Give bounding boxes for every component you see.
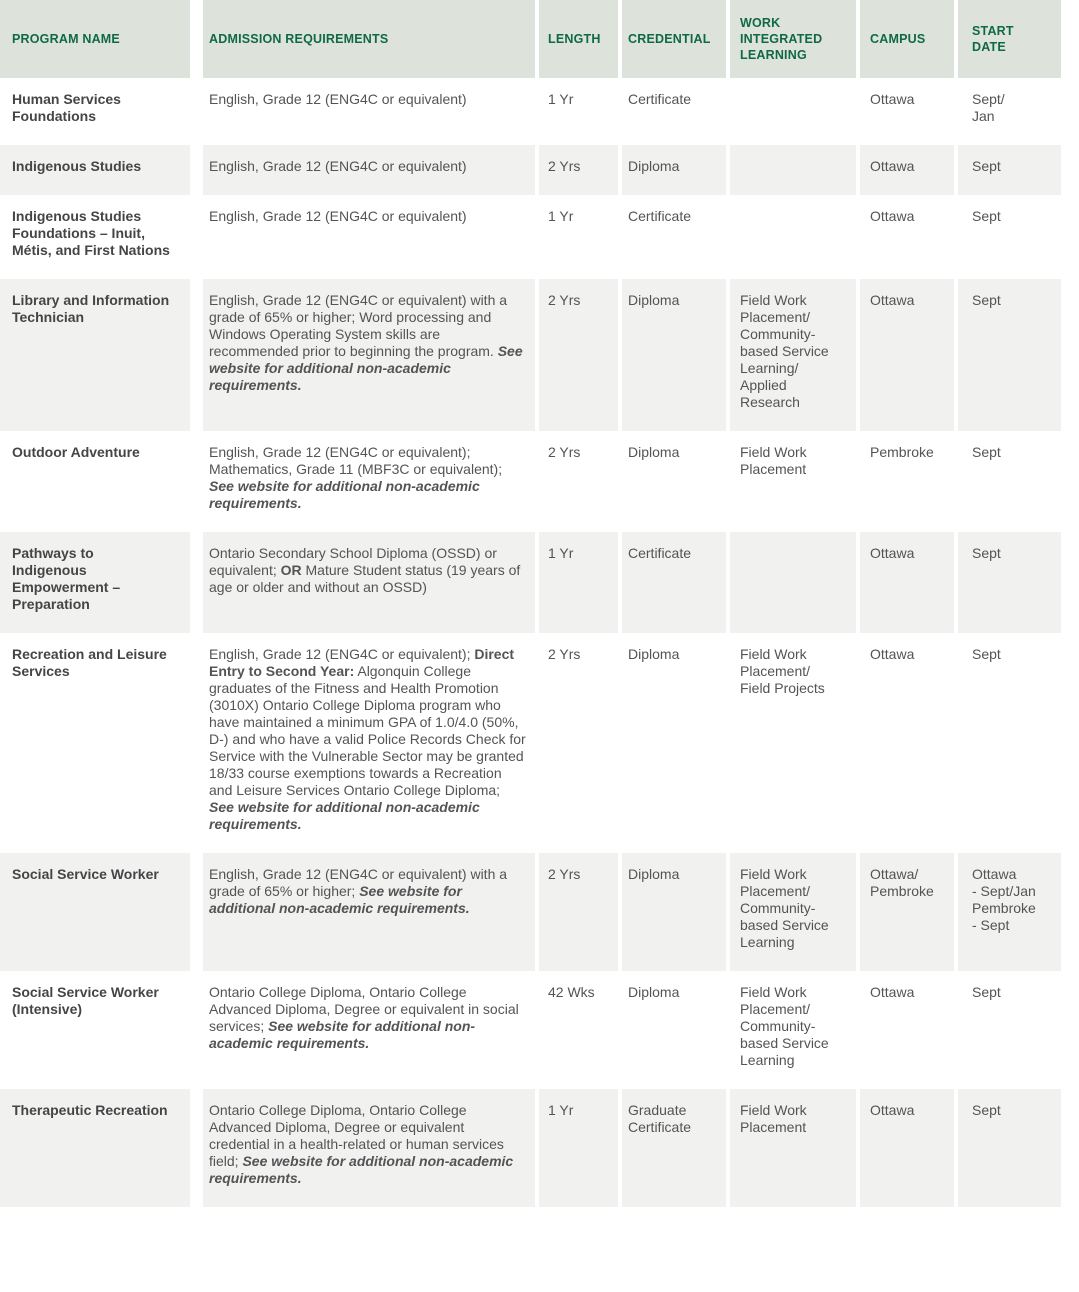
cell-admission-requirements — [203, 195, 539, 279]
admission-emphasis-text: See website for additional non-academic requirements. — [209, 1153, 514, 1186]
cell-campus: Ottawa — [860, 279, 958, 431]
cell-credential: Certificate — [622, 78, 730, 145]
cell-length: 1 Yr — [539, 532, 622, 633]
cell-campus: Ottawa — [860, 78, 958, 145]
table-row — [0, 279, 1062, 431]
cell-admission-requirements — [203, 78, 539, 145]
cell-admission-requirements — [203, 145, 539, 195]
table-row — [0, 971, 1062, 1089]
cell-credential: Graduate Certificate — [622, 1089, 730, 1207]
cell-admission-requirements — [203, 633, 539, 853]
cell-credential: Diploma — [622, 145, 730, 195]
cell-work-integrated-learning: Field Work Placement/ Community- based Service Learning — [730, 971, 860, 1089]
cell-campus: Ottawa/ Pembroke — [860, 853, 958, 971]
cell-program-name: Therapeutic Recreation — [0, 1089, 203, 1207]
admission-emphasis-text: Direct Entry to Second Year: — [209, 646, 515, 679]
table-row — [0, 145, 1062, 195]
cell-work-integrated-learning: Field Work Placement/ Field Projects — [730, 633, 860, 853]
cell-campus: Ottawa — [860, 1089, 958, 1207]
admission-text: English, Grade 12 (ENG4C or equivalent); Mathematics, Grade 11 (MBF3C or equivalent); — [209, 444, 503, 477]
cell-program-name: Human Services Foundations — [0, 78, 203, 145]
cell-credential: Diploma — [622, 971, 730, 1089]
admission-emphasis-text: OR — [280, 562, 302, 578]
cell-start-date: Sept — [972, 208, 1001, 224]
cell-work-integrated-learning — [730, 78, 860, 145]
cell-admission-requirements — [203, 971, 539, 1089]
admission-text: English, Grade 12 (ENG4C or equivalent) with a grade of 65% or higher; Word processing and Windows Operating System skills are recommended prior to beginning the program. — [209, 292, 508, 359]
cell-start-date: Ottawa - Sept/Jan Pembroke - Sept — [958, 853, 1061, 971]
cell-campus: Ottawa — [860, 532, 958, 633]
cell-credential: Diploma — [622, 279, 730, 431]
cell-program-name: Outdoor Adventure — [0, 431, 203, 532]
cell-work-integrated-learning: Field Work Placement/ Community- based Service Learning/ Applied Research — [730, 279, 860, 431]
cell-campus: Ottawa — [860, 971, 958, 1089]
table-row — [0, 532, 1062, 633]
admission-emphasis-text: See website for additional non-academic requirements. — [209, 478, 480, 511]
admission-text: Ontario College Diploma, Ontario College Advanced Diploma, Degree or equivalent credential in a health-related or human services field; — [209, 1102, 504, 1169]
admission-emphasis-text: See website for additional non-academic requirements. — [209, 1018, 476, 1051]
admission-text: English, Grade 12 (ENG4C or equivalent) with a grade of 65% or higher; — [209, 866, 508, 899]
table-row — [0, 78, 1062, 145]
cell-work-integrated-learning — [730, 145, 860, 195]
cell-program-name: Indigenous Studies Foundations – Inuit, Métis, and First Nations — [0, 195, 203, 279]
admission-text: English, Grade 12 (ENG4C or equivalent) — [209, 208, 467, 224]
cell-start-date: Sept — [958, 145, 1061, 195]
admission-text: English, Grade 12 (ENG4C or equivalent) — [209, 158, 467, 174]
admission-text: Ontario Secondary School Diploma (OSSD) or equivalent; — [209, 545, 497, 578]
cell-admission-requirements — [203, 1089, 539, 1207]
table-header-row — [0, 0, 1062, 78]
cell-work-integrated-learning: Field Work Placement — [730, 431, 860, 532]
header-cell-program-name: PROGRAM NAME — [0, 0, 203, 78]
cell-start-date: Sept — [958, 532, 1061, 633]
cell-credential: Diploma — [622, 431, 730, 532]
header-cell-start-date: START DATE — [958, 0, 1061, 78]
table-row — [0, 1089, 1062, 1207]
admission-emphasis-text: See website for additional non-academic requirements. — [209, 799, 480, 832]
header-cell-length: LENGTH — [539, 0, 622, 78]
cell-program-name: Social Service Worker — [0, 853, 203, 971]
cell-program-name: Recreation and Leisure Services — [0, 633, 203, 853]
table-row — [0, 853, 1062, 971]
cell-program-name: Library and Information Technician — [0, 279, 203, 431]
cell-length: 1 Yr — [539, 78, 622, 145]
admission-text: Mature Student status (19 years of age or older and without an OSSD) — [209, 562, 521, 595]
cell-length: 42 Wks — [539, 971, 622, 1089]
cell-credential: Diploma — [622, 633, 730, 853]
cell-length: 1 Yr — [539, 195, 622, 279]
cell-campus: Ottawa — [860, 633, 958, 853]
cell-admission-requirements — [203, 853, 539, 971]
cell-start-date: Sept — [958, 1089, 1061, 1207]
cell-work-integrated-learning: Field Work Placement/ Community- based Service Learning — [730, 853, 860, 971]
table-row — [0, 195, 1062, 279]
cell-length: 2 Yrs — [539, 145, 622, 195]
cell-start-date: Sept — [972, 646, 1001, 662]
cell-length: 2 Yrs — [539, 853, 622, 971]
cell-admission-requirements — [203, 431, 539, 532]
table-row — [0, 431, 1062, 532]
admission-text: English, Grade 12 (ENG4C or equivalent) — [209, 91, 467, 107]
cell-program-name: Indigenous Studies — [0, 145, 203, 195]
cell-start-date: Sept — [972, 444, 1001, 460]
cell-credential: Certificate — [622, 195, 730, 279]
cell-length: 2 Yrs — [539, 431, 622, 532]
cell-admission-requirements — [203, 532, 539, 633]
cell-campus: Ottawa — [860, 195, 958, 279]
cell-start-date: Sept — [958, 279, 1061, 431]
header-cell-admission-requirements: ADMISSION REQUIREMENTS — [203, 0, 539, 78]
cell-work-integrated-learning — [730, 195, 860, 279]
table-body — [0, 78, 1062, 1207]
admission-emphasis-text: See website for additional non-academic requirements. — [209, 343, 523, 393]
header-cell-work-integrated-learning: WORK INTEGRATED LEARNING — [730, 0, 860, 78]
cell-campus: Pembroke — [860, 431, 958, 532]
admission-text: Ontario College Diploma, Ontario College Advanced Diploma, Degree or equivalent in social services; — [209, 984, 519, 1034]
header-cell-credential: CREDENTIAL — [622, 0, 730, 78]
cell-credential: Diploma — [622, 853, 730, 971]
cell-admission-requirements — [203, 279, 539, 431]
cell-length: 2 Yrs — [539, 279, 622, 431]
cell-program-name: Social Service Worker (Intensive) — [0, 971, 203, 1089]
cell-length: 2 Yrs — [539, 633, 622, 853]
admission-text: English, Grade 12 (ENG4C or equivalent); — [209, 646, 475, 662]
cell-work-integrated-learning: Field Work Placement — [730, 1089, 860, 1207]
header-cell-campus: CAMPUS — [860, 0, 958, 78]
cell-work-integrated-learning — [730, 532, 860, 633]
table-row — [0, 633, 1062, 853]
cell-program-name: Pathways to Indigenous Empowerment – Preparation — [0, 532, 203, 633]
cell-start-date: Sept — [972, 984, 1001, 1000]
cell-campus: Ottawa — [860, 145, 958, 195]
cell-start-date: Sept/ Jan — [972, 91, 1005, 124]
admission-emphasis-text: See website for additional non-academic requirements. — [209, 883, 470, 916]
admission-text: Algonquin College graduates of the Fitness and Health Promotion (3010X) Ontario College Diploma program who have maintained a minimum GPA of 1.0/4.0 (50%, D-) and who have a valid Police Records Check for Service with the Vulnerable Sector may be granted 18/33 course exemptions towards a Recreation and Leisure Services Ontario College Diploma; — [209, 663, 526, 798]
cell-length: 1 Yr — [539, 1089, 622, 1207]
cell-credential: Certificate — [622, 532, 730, 633]
